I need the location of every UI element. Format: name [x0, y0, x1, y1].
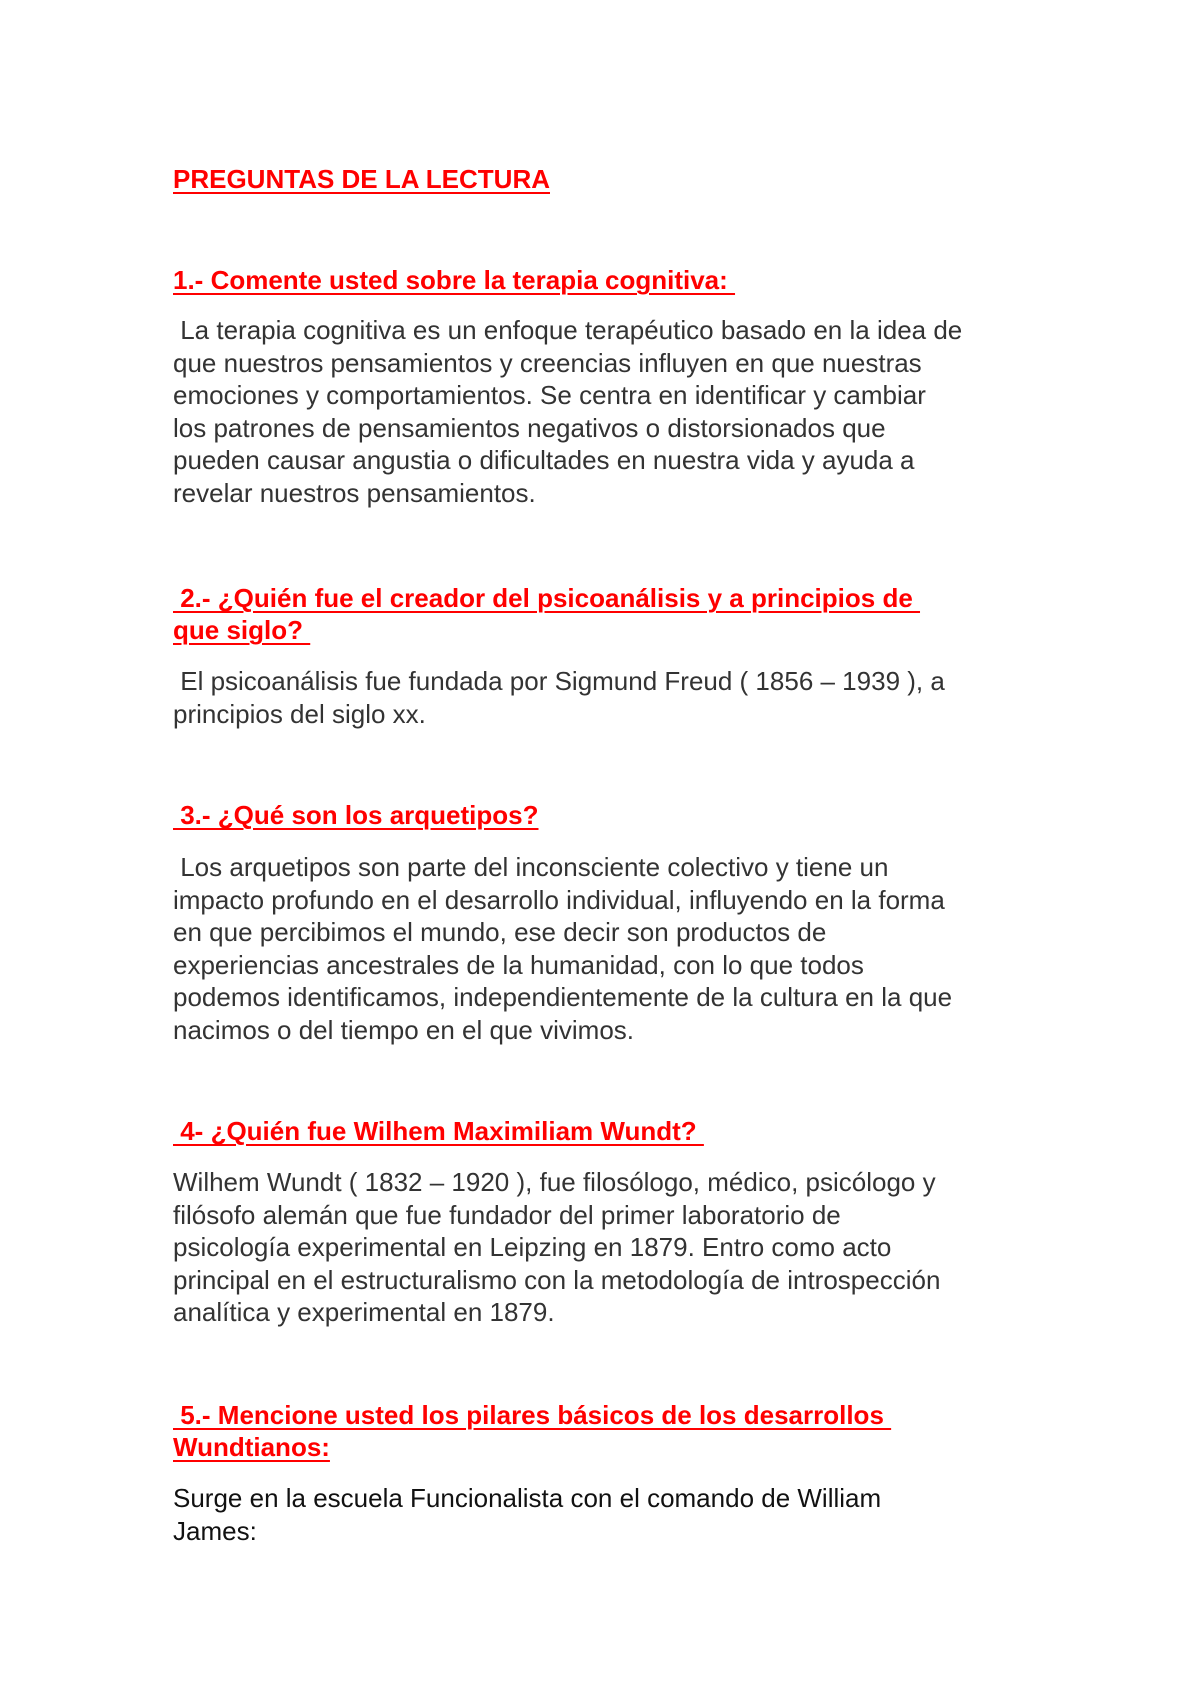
- question-3-heading: 3.- ¿Qué son los arquetipos?: [173, 800, 539, 830]
- question-2-heading: 2.- ¿Quién fue el creador del psicoanálisis y a principios de que siglo?: [173, 583, 913, 645]
- question-5-heading: 5.- Mencione usted los pilares básicos de los desarrollos Wundtianos:: [173, 1400, 884, 1462]
- question-1-answer: La terapia cognitiva es un enfoque terapéutico basado en la idea de que nuestros pensamientos y creencias influyen en que nuestras emociones y comportamientos. Se centra en identificar y cambiar los patrones de pensamientos negativos o distorsionados que pueden causar angustia o dificultades en nuestra vida y ayuda a revelar nuestros pensamientos.: [173, 315, 963, 508]
- question-4-answer: Wilhem Wundt ( 1832 – 1920 ), fue filosólogo, médico, psicólogo y filósofo alemán que fue fundador del primer laboratorio de psicología experimental en Leipzing en 1879. Entro como acto principal en el estructuralismo con la metodología de introspección analítica y experimental en 1879.: [173, 1167, 941, 1327]
- question-1-heading: 1.- Comente usted sobre la terapia cognitiva:: [173, 265, 736, 295]
- question-2-answer: El psicoanálisis fue fundada por Sigmund Freud ( 1856 – 1939 ), a principios del siglo xx.: [173, 666, 945, 729]
- question-5-answer: Surge en la escuela Funcionalista con el comando de William James:: [173, 1483, 882, 1546]
- question-4-heading: 4- ¿Quién fue Wilhem Maximiliam Wundt?: [173, 1116, 704, 1146]
- document-title: PREGUNTAS DE LA LECTURA: [173, 164, 550, 194]
- question-3-answer: Los arquetipos son parte del inconsciente colectivo y tiene un impacto profundo en el desarrollo individual, influyendo en la forma en que percibimos el mundo, ese decir son productos de experiencias ancestrales de la humanidad, con lo que todos podemos identificamos, independientemente de la cultura en la que nacimos o del tiempo en el que vivimos.: [173, 852, 953, 1045]
